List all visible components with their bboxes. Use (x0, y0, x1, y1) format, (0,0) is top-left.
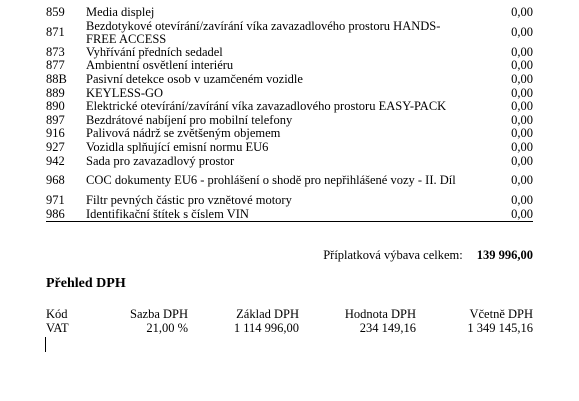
item-price: 0,00 (511, 85, 533, 100)
item-code: 871 (46, 25, 65, 40)
table-row (46, 114, 533, 128)
table-row (46, 20, 533, 46)
item-code: 986 (46, 208, 84, 222)
item-price: 0,00 (511, 193, 533, 208)
item-code: 889 (46, 85, 65, 100)
item-description: Pasivní detekce osob v uzamčeném vozidle (86, 72, 303, 87)
vat-header-total: Včetně DPH (469, 307, 533, 321)
item-description: Bezdrátové nabíjení pro mobilní telefony (86, 112, 293, 127)
table-row (46, 154, 533, 168)
item-description: Bezdotykové otevírání/zavírání víka zavazadlového prostoru HANDS-FREE ACCESS (86, 18, 441, 46)
table-row (46, 208, 533, 222)
vat-header-vat: Hodnota DPH (344, 307, 416, 321)
table-row (46, 6, 533, 20)
table-row (46, 100, 533, 114)
vat-rate: 21,00 % (146, 321, 188, 335)
item-description: Sada pro zavazadlový prostor (86, 153, 235, 168)
vat-header-code: Kód (46, 307, 68, 321)
item-description: KEYLESS-GO (86, 85, 164, 100)
option-items-table (46, 6, 533, 222)
item-price: 0,00 (511, 44, 533, 59)
item-price: 0,00 (511, 25, 533, 40)
options-total-value: 139 996,00 (476, 248, 533, 262)
item-price: 0,00 (511, 112, 533, 127)
item-code: 859 (46, 5, 65, 20)
item-price: 0,00 (511, 126, 533, 141)
item-description: Palivová nádrž se zvětšeným objemem (86, 126, 281, 141)
table-row (46, 127, 533, 141)
item-description: Ambientní osvětlení interiéru (86, 58, 234, 73)
vat-header-row (46, 307, 533, 321)
item-code: 968 (46, 173, 65, 188)
item-description: COC dokumenty EU6 - prohlášení o shodě pro nepřihlášené vozy - II. Díl (86, 173, 456, 188)
table-row (46, 86, 533, 100)
item-price: 0,00 (511, 58, 533, 73)
item-description: Identifikační štítek s číslem VIN (84, 208, 464, 222)
table-row (46, 59, 533, 73)
vat-amount: 234 149,16 (359, 321, 416, 335)
table-row (46, 321, 533, 335)
item-code: 916 (46, 126, 65, 141)
item-code: 890 (46, 99, 65, 114)
item-code: 897 (46, 112, 65, 127)
item-price: 0,00 (464, 208, 533, 222)
item-code: 88B (46, 72, 67, 87)
item-price: 0,00 (511, 72, 533, 87)
item-code: 877 (46, 58, 65, 73)
item-description: Media displej (86, 5, 155, 20)
item-description: Filtr pevných částic pro vznětové motory (86, 193, 292, 208)
text-cursor[interactable] (45, 337, 46, 352)
item-code: 942 (46, 153, 65, 168)
vat-header-base: Základ DPH (236, 307, 299, 321)
item-code: 971 (46, 193, 65, 208)
item-code: 927 (46, 140, 65, 155)
table-row (46, 194, 533, 208)
vat-code: VAT (46, 321, 69, 335)
item-price: 0,00 (511, 140, 533, 155)
item-price: 0,00 (511, 153, 533, 168)
item-description: Elektrické otevírání/zavírání víka zavazadlového prostoru EASY-PACK (86, 99, 447, 114)
vat-total: 1 349 145,16 (467, 321, 533, 335)
item-price: 0,00 (511, 5, 533, 20)
vat-overview-title: Přehled DPH (46, 276, 126, 291)
item-price: 0,00 (511, 173, 533, 188)
vat-overview-table (46, 307, 533, 335)
vat-base: 1 114 996,00 (233, 321, 299, 335)
item-code: 873 (46, 44, 65, 59)
table-row (46, 141, 533, 155)
item-description: Vyhřívání předních sedadel (86, 44, 223, 59)
vat-header-rate: Sazba DPH (130, 307, 188, 321)
table-row (46, 73, 533, 87)
item-price: 0,00 (511, 99, 533, 114)
item-description: Vozidla splňující emisní normu EU6 (86, 140, 269, 155)
table-row (46, 46, 533, 60)
table-row (46, 168, 533, 194)
options-total-label: Příplatková výbava celkem: (323, 248, 463, 262)
options-total (46, 248, 533, 262)
